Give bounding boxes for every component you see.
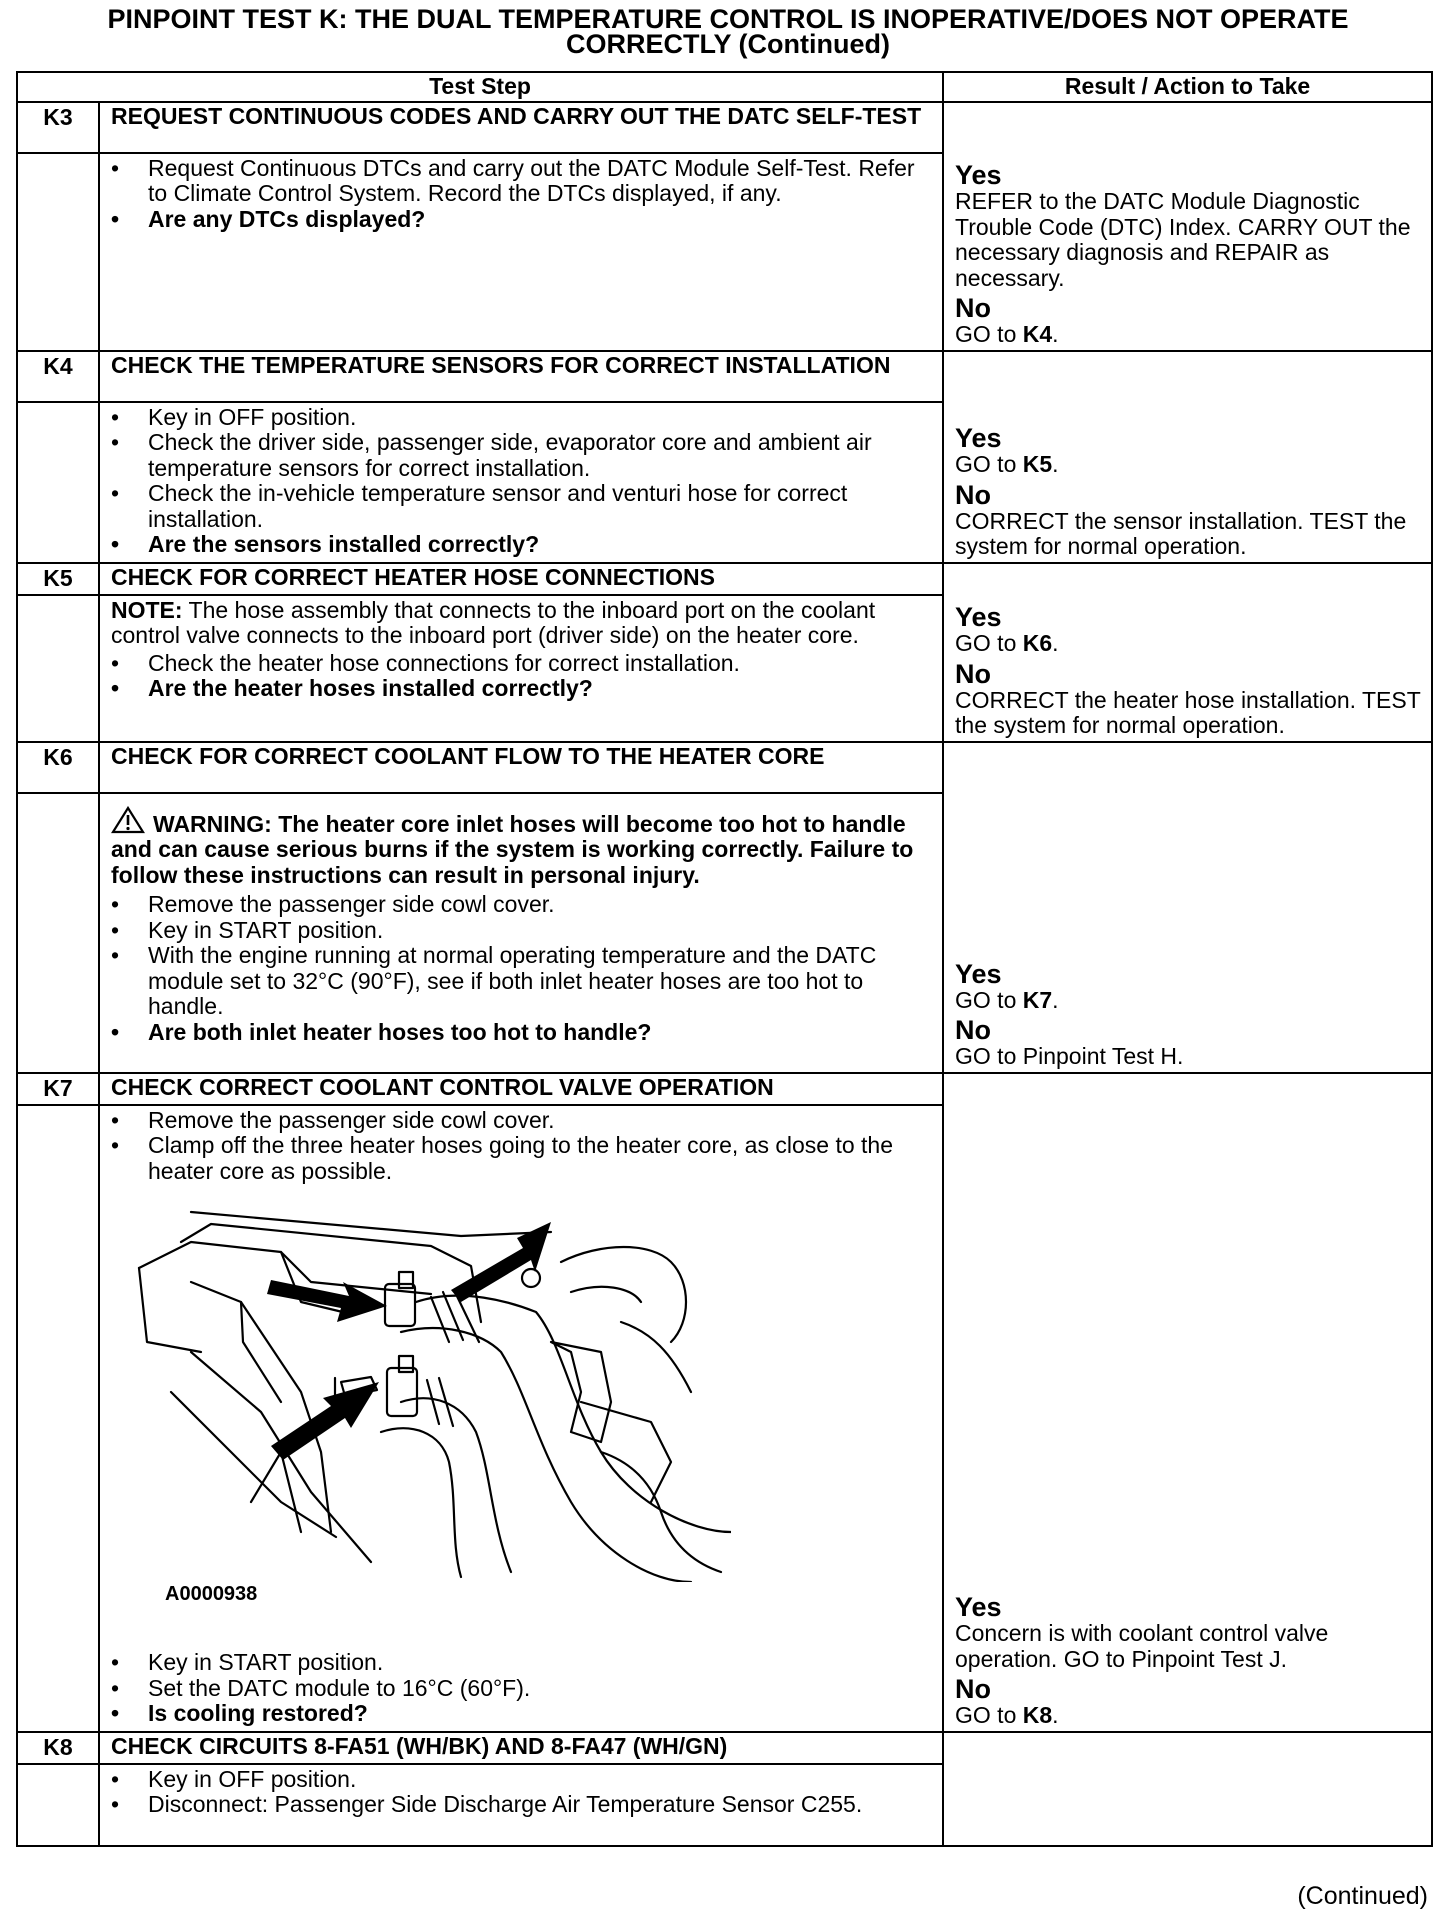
step-body (99, 595, 943, 742)
k7-title-row (17, 1073, 1432, 1105)
k5-title-row (17, 563, 1432, 595)
step-id-blank (17, 595, 99, 742)
step-id: K3 (17, 102, 99, 153)
page-title-line-2: CORRECTLY (Continued) (566, 29, 890, 59)
figure-code: A0000938 (165, 1583, 258, 1605)
k3-title-row (17, 102, 1432, 153)
bullet-question: • Are the sensors installed correctly? (111, 532, 922, 558)
no-label: No (955, 293, 992, 323)
bullet: • Clamp off the three heater hoses going to the heater core, as close to the heater core as possible. (111, 1133, 922, 1184)
step-body (99, 1764, 943, 1846)
step-title: CHECK THE TEMPERATURE SENSORS FOR CORRECT INSTALLATION (99, 351, 943, 402)
step-body (99, 1105, 943, 1732)
header-result: Result / Action to Take (943, 72, 1432, 102)
step-id: K5 (17, 563, 99, 595)
yes-label: Yes (955, 958, 1002, 989)
step-id-blank (17, 1105, 99, 1732)
upper-clamp-arrow-icon (267, 1280, 387, 1322)
yes-action: GO to K5. (955, 451, 1059, 477)
heater-core-hoses-illustration (131, 1202, 731, 1582)
continued-label: (Continued) (1297, 1882, 1428, 1910)
page-title-line-1: PINPOINT TEST K: THE DUAL TEMPERATURE CONTROL IS INOPERATIVE/DOES NOT OPERATE (107, 4, 1349, 34)
lower-clamp-arrow-icon (271, 1382, 379, 1460)
bullet: • Key in OFF position. (111, 405, 922, 431)
no-label: No (955, 1015, 992, 1045)
bullet: • Check the driver side, passenger side, evaporator core and ambient air temperature sensors for correct installation. (111, 430, 922, 481)
k4-title-row (17, 351, 1432, 402)
no-action: CORRECT the sensor installation. TEST the system for normal operation. (955, 507, 1407, 559)
note-text: The hose assembly that connects to the inboard port on the coolant control valve connects to the inboard port (driver side) on the heater core. (111, 596, 876, 648)
no-label: No (955, 658, 992, 689)
step-title: CHECK CIRCUITS 8-FA51 (WH/BK) AND 8-FA47 (WH/GN) (99, 1732, 943, 1764)
arrows (267, 1222, 551, 1460)
yes-action: REFER to the DATC Module Diagnostic Trouble Code (DTC) Index. CARRY OUT the necessary diagnosis and REPAIR as necessary. (955, 188, 1411, 291)
step-result (943, 1073, 1432, 1732)
pinpoint-test-table (16, 71, 1433, 1847)
header-row (17, 72, 1432, 102)
step-result-empty (943, 1732, 1432, 1846)
k8-title-row (17, 1732, 1432, 1764)
warning-text: WARNING: The heater core inlet hoses will become too hot to handle and can cause serious burns if the system is working correctly. Failure to follow these instructions can result in personal injury. (111, 810, 914, 888)
bullet: • Key in OFF position. (111, 1767, 922, 1793)
step-id-blank (17, 793, 99, 1073)
bullet-question: • Are both inlet heater hoses too hot to handle? (111, 1020, 922, 1046)
bullet: • Check the heater hose connections for correct installation. (111, 651, 922, 677)
heater-hose-clamp-figure (131, 1202, 731, 1642)
yes-label: Yes (955, 160, 1002, 190)
note (111, 598, 922, 649)
step-title: CHECK CORRECT COOLANT CONTROL VALVE OPERATION (99, 1073, 943, 1105)
step-result (943, 742, 1432, 1073)
step-result (943, 102, 1432, 351)
bullet: • Request Continuous DTCs and carry out the DATC Module Self-Test. Refer to Climate Control System. Record the DTCs displayed, if any. (111, 156, 922, 207)
step-body (99, 402, 943, 563)
step-id-blank (17, 402, 99, 563)
no-action: GO to K4. (955, 321, 1059, 347)
header-test-step: Test Step (17, 72, 943, 102)
step-title: CHECK FOR CORRECT COOLANT FLOW TO THE HEATER CORE (99, 742, 943, 793)
bullet: • Remove the passenger side cowl cover. (111, 892, 922, 918)
warning-triangle-icon (111, 806, 145, 834)
step-title: REQUEST CONTINUOUS CODES AND CARRY OUT THE DATC SELF-TEST (99, 102, 943, 153)
step-title: CHECK FOR CORRECT HEATER HOSE CONNECTIONS (99, 563, 943, 595)
step-id-blank (17, 1764, 99, 1846)
warning (111, 806, 922, 889)
step-id: K4 (17, 351, 99, 402)
yes-label: Yes (955, 1592, 1002, 1622)
k6-title-row (17, 742, 1432, 793)
no-action: GO to Pinpoint Test H. (955, 1043, 1184, 1069)
step-id: K6 (17, 742, 99, 793)
bullet: • Key in START position. (111, 918, 922, 944)
step-result (943, 351, 1432, 563)
yes-label: Yes (955, 602, 1002, 632)
bullet: • Key in START position. (111, 1650, 922, 1676)
step-id: K8 (17, 1732, 99, 1764)
step-body (99, 153, 943, 351)
bullet: • Remove the passenger side cowl cover. (111, 1108, 922, 1134)
no-action: GO to K8. (955, 1702, 1059, 1728)
no-action: CORRECT the heater hose installation. TEST the system for normal operation. (955, 686, 1421, 738)
yes-action: GO to K6. (955, 630, 1059, 656)
bullet-question: • Is cooling restored? (111, 1701, 922, 1727)
bullet: • Set the DATC module to 16°C (60°F). (111, 1676, 922, 1702)
bullet-question: • Are the heater hoses installed correctly? (111, 676, 922, 702)
bullet-question: • Are any DTCs displayed? (111, 207, 922, 233)
step-body (99, 793, 943, 1073)
no-label: No (955, 1674, 992, 1704)
no-label: No (955, 479, 992, 510)
yes-action: GO to K7. (955, 986, 1059, 1013)
step-id: K7 (17, 1073, 99, 1105)
bullet: • Disconnect: Passenger Side Discharge Air Temperature Sensor C255. (111, 1792, 922, 1818)
note-label: NOTE: (111, 596, 183, 623)
bullet: • Check the in-vehicle temperature sensor and venturi hose for correct installation. (111, 481, 922, 532)
step-result (943, 563, 1432, 742)
yes-label: Yes (955, 423, 1002, 453)
step-id-blank (17, 153, 99, 351)
bullet: • With the engine running at normal operating temperature and the DATC module set to 32°C (90°F), see if both inlet heater hoses are too hot to handle. (111, 943, 922, 1020)
yes-action: Concern is with coolant control valve operation. GO to Pinpoint Test J. (955, 1620, 1329, 1672)
